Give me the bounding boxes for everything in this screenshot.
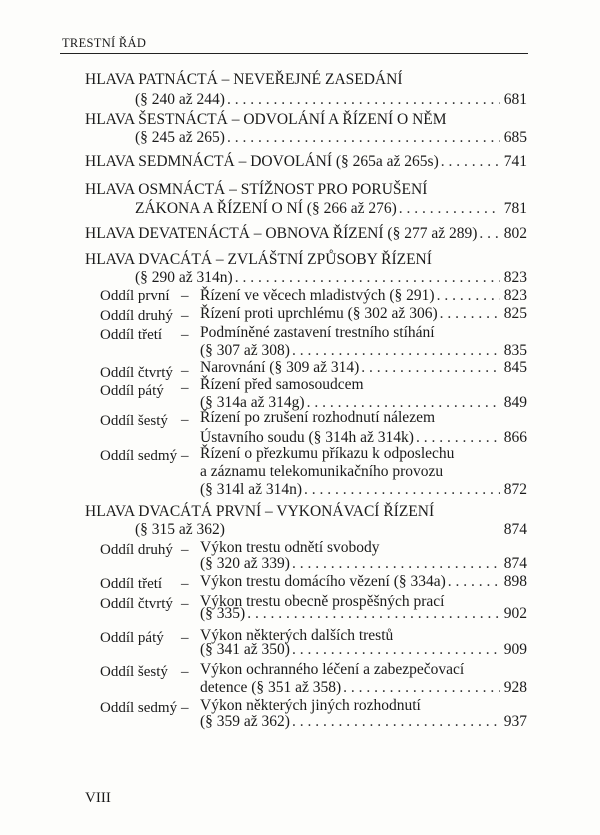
- section-label: Oddíl sedmý: [100, 448, 178, 464]
- toc-page-19: 802: [503, 225, 527, 242]
- section-page: 909: [503, 641, 527, 658]
- leader-dots: [235, 268, 500, 288]
- dash: –: [181, 380, 189, 396]
- toc-line-21-5[interactable]: [200, 640, 527, 660]
- header-rule: [60, 53, 528, 54]
- leader-dots: [361, 358, 499, 378]
- section-label: Oddíl druhý: [100, 542, 173, 558]
- section-label: Oddíl druhý: [100, 308, 173, 324]
- toc-line-17[interactable]: [85, 152, 527, 172]
- toc-heading-21[interactable]: HLAVA DVACÁTÁ PRVNÍ – VYKONÁVACÍ ŘÍZENÍ: [85, 503, 435, 520]
- section-page: 928: [503, 679, 527, 696]
- leader-dots: [440, 304, 500, 324]
- section-label: Oddíl šestý: [100, 413, 168, 429]
- leader-dots: [304, 480, 500, 500]
- toc-line-18[interactable]: [135, 199, 527, 219]
- toc-line-21-7[interactable]: [200, 712, 527, 732]
- section-title-cont[interactable]: a záznamu telekomunikačního provozu: [200, 463, 444, 480]
- section-title[interactable]: Řízení o přezkumu příkazu k odposlechu: [200, 445, 455, 462]
- section-page: 898: [503, 573, 527, 590]
- section-page: 866: [503, 429, 527, 446]
- section-label: Oddíl pátý: [100, 383, 164, 399]
- section-title-cont: (§ 320 až 339): [200, 555, 290, 572]
- dash: –: [181, 363, 189, 379]
- section-page: 823: [503, 287, 527, 304]
- dash: –: [181, 327, 189, 343]
- section-page: 849: [503, 394, 527, 411]
- leader-dots: [343, 678, 500, 698]
- toc-heading-16[interactable]: HLAVA ŠESTNÁCTÁ – ODVOLÁNÍ A ŘÍZENÍ O NĚM: [85, 111, 447, 128]
- section-label: Oddíl čtvrtý: [100, 365, 173, 381]
- section-label: Oddíl první: [100, 288, 170, 304]
- section-label: Oddíl třetí: [100, 576, 163, 592]
- section-page: 825: [503, 305, 527, 322]
- toc-heading-20[interactable]: HLAVA DVACÁTÁ – ZVLÁŠTNÍ ZPŮSOBY ŘÍZENÍ: [85, 251, 432, 268]
- section-title[interactable]: Podmíněné zastavení trestního stíhání: [200, 324, 435, 341]
- section-title[interactable]: Výkon trestu odnětí svobody: [200, 539, 380, 556]
- toc-page-16: 685: [503, 129, 527, 146]
- toc-heading-18-cont: ZÁKONA A ŘÍZENÍ O NÍ (§ 266 až 276): [135, 200, 397, 217]
- toc-page-18: 781: [503, 200, 527, 217]
- toc-line-20-7[interactable]: [200, 480, 527, 500]
- leader-dots: [399, 199, 500, 219]
- toc-page-17: 741: [503, 153, 527, 170]
- toc-line-15[interactable]: [135, 90, 527, 110]
- section-title[interactable]: Výkon některých jiných rozhodnutí: [200, 697, 421, 714]
- section-title[interactable]: Řízení po zrušení rozhodnutí nálezem: [200, 409, 436, 426]
- section-page: 835: [503, 342, 527, 359]
- dash: –: [181, 542, 189, 558]
- leader-dots: [227, 128, 500, 148]
- leader-dots: [292, 712, 500, 732]
- dash: –: [181, 308, 189, 324]
- toc-page-15: 681: [503, 91, 527, 108]
- toc-line-21-6[interactable]: [200, 678, 527, 698]
- dash: –: [181, 630, 189, 646]
- toc-line-20-1[interactable]: [200, 286, 527, 306]
- leader-dots: [479, 224, 499, 244]
- dash: –: [181, 664, 189, 680]
- toc-line-16[interactable]: [135, 128, 527, 148]
- section-title-cont: detence (§ 351 až 358): [200, 679, 342, 696]
- section-title-cont: (§ 341 až 350): [200, 641, 290, 658]
- leader-dots: [247, 604, 500, 624]
- toc-heading-17: HLAVA SEDMNÁCTÁ – DOVOLÁNÍ (§ 265a až 265s): [85, 153, 439, 170]
- running-head: TRESTNÍ ŘÁD: [62, 36, 147, 50]
- dash: –: [181, 448, 189, 464]
- section-label: Oddíl šestý: [100, 664, 168, 680]
- section-page: 845: [503, 359, 527, 376]
- section-label: Oddíl sedmý: [100, 700, 178, 716]
- section-title[interactable]: Výkon trestu obecně prospěšných prací: [200, 593, 445, 610]
- toc-line-20-2[interactable]: [200, 304, 527, 324]
- toc-line-21[interactable]: [135, 520, 527, 540]
- section-title-cont: (§ 359 až 362): [200, 713, 290, 730]
- toc-range-21: (§ 315 až 362): [135, 521, 225, 538]
- dash: –: [181, 596, 189, 612]
- section-label: Oddíl čtvrtý: [100, 596, 173, 612]
- leader-dots: [292, 640, 500, 660]
- toc-range-16: (§ 245 až 265): [135, 129, 225, 146]
- dash: –: [181, 700, 189, 716]
- dash: –: [181, 288, 189, 304]
- leader-dots: [448, 572, 500, 592]
- section-title-cont: (§ 307 až 308): [200, 342, 290, 359]
- section-page: 937: [503, 713, 527, 730]
- toc-heading-18[interactable]: HLAVA OSMNÁCTÁ – STÍŽNOST PRO PORUŠENÍ: [85, 181, 428, 198]
- section-title-cont: (§ 314l až 314n): [200, 481, 303, 498]
- section-title: Řízení ve věcech mladistvých (§ 291): [200, 287, 435, 304]
- section-page: 874: [503, 555, 527, 572]
- leader-dots: [292, 554, 500, 574]
- dash: –: [181, 412, 189, 428]
- toc-line-20[interactable]: [135, 268, 527, 288]
- section-page: 902: [503, 605, 527, 622]
- section-title: Řízení proti uprchlému (§ 302 až 306): [200, 305, 438, 322]
- toc-range-15: (§ 240 až 244): [135, 91, 225, 108]
- toc-line-21-4[interactable]: [200, 604, 527, 624]
- section-title-cont: (§ 335): [200, 605, 246, 622]
- toc-page-20: 823: [503, 269, 527, 286]
- dash: –: [181, 576, 189, 592]
- page-number: VIII: [85, 790, 111, 806]
- toc-range-20: (§ 290 až 314n): [135, 269, 233, 286]
- section-label: Oddíl třetí: [100, 327, 163, 343]
- leader-dots: [441, 152, 500, 172]
- section-title: Výkon trestu domácího vězení (§ 334a): [200, 573, 446, 590]
- section-label: Oddíl pátý: [100, 630, 164, 646]
- toc-heading-19: HLAVA DEVATENÁCTÁ – OBNOVA ŘÍZENÍ (§ 277 až 289): [85, 225, 478, 242]
- toc-page-21: 874: [503, 521, 527, 538]
- section-title[interactable]: Výkon některých dalších trestů: [200, 627, 394, 644]
- section-title-cont: Ústavního soudu (§ 314h až 314k): [200, 429, 414, 446]
- section-title[interactable]: Výkon ochranného léčení a zabezpečovací: [200, 661, 465, 678]
- section-title[interactable]: Řízení před samosoudcem: [200, 376, 364, 393]
- section-title: Narovnání (§ 309 až 314): [200, 359, 360, 376]
- toc-line-21-3[interactable]: [200, 572, 527, 592]
- toc-heading-15[interactable]: HLAVA PATNÁCTÁ – NEVEŘEJNÉ ZASEDÁNÍ: [85, 71, 403, 88]
- leader-dots: [227, 90, 500, 110]
- leader-dots: [437, 286, 500, 306]
- toc-line-21-2[interactable]: [200, 554, 527, 574]
- section-title-cont: (§ 314a až 314g): [200, 394, 305, 411]
- section-page: 872: [503, 481, 527, 498]
- toc-line-19[interactable]: [85, 224, 527, 244]
